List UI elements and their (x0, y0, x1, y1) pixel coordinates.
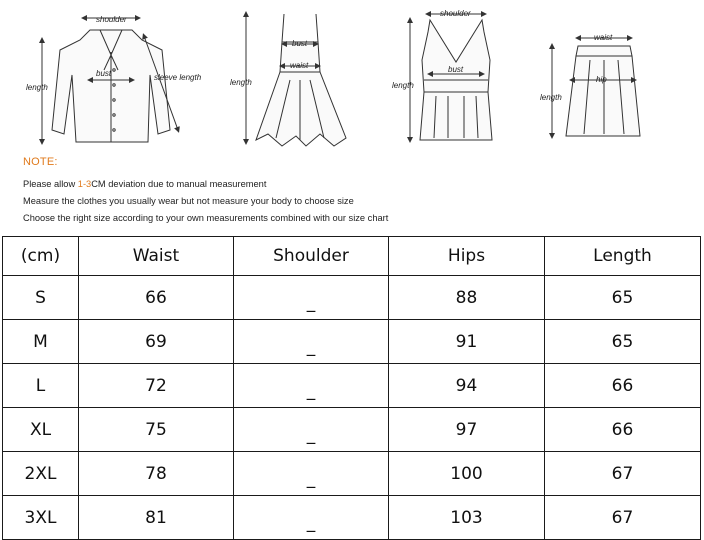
note-line-3: Choose the right size according to your own measurements combined with our size chart (23, 213, 389, 223)
size-cell: L (3, 364, 79, 408)
waist-cell: 81 (79, 496, 234, 540)
length-cell: 67 (545, 496, 701, 540)
header-hips: Hips (389, 237, 545, 276)
table-row (3, 452, 701, 496)
dress-sketch (246, 14, 346, 146)
shoulder-cell: _ (234, 496, 389, 540)
skirt-sketch (552, 38, 640, 136)
shirt-bust-label: bust (96, 69, 112, 78)
dress-length-label: length (230, 78, 252, 87)
waist-cell: 75 (79, 408, 234, 452)
size-cell: XL (3, 408, 79, 452)
header-waist: Waist (79, 237, 234, 276)
shoulder-cell: _ (234, 320, 389, 364)
tank-sketch (410, 14, 492, 140)
waist-cell: 78 (79, 452, 234, 496)
table-row (3, 496, 701, 540)
skirt-waist-label: waist (594, 33, 613, 42)
size-cell: M (3, 320, 79, 364)
shoulder-cell: _ (234, 364, 389, 408)
waist-cell: 72 (79, 364, 234, 408)
length-cell: 66 (545, 408, 701, 452)
garment-sketches (0, 0, 704, 156)
note-title: NOTE: (23, 156, 58, 168)
header-length: Length (545, 237, 701, 276)
shirt-shoulder-label: shoulder (96, 15, 127, 24)
skirt-hip-label: hip (596, 75, 607, 84)
hips-cell: 94 (389, 364, 545, 408)
length-cell: 65 (545, 276, 701, 320)
size-cell: 3XL (3, 496, 79, 540)
tank-length-label: length (392, 81, 414, 90)
waist-cell: 66 (79, 276, 234, 320)
hips-cell: 88 (389, 276, 545, 320)
table-row (3, 276, 701, 320)
length-cell: 65 (545, 320, 701, 364)
shoulder-cell: _ (234, 408, 389, 452)
hips-cell: 103 (389, 496, 545, 540)
table-row (3, 408, 701, 452)
measurement-guide (0, 0, 704, 236)
note-line-1-suffix: CM deviation due to manual measurement (91, 179, 267, 189)
shirt-sleeve-label: sleeve length (154, 73, 202, 82)
shirt-length-label: length (26, 83, 48, 92)
length-cell: 66 (545, 364, 701, 408)
tank-bust-label: bust (448, 65, 464, 74)
dress-bust-label: bust (292, 39, 308, 48)
shoulder-cell: _ (234, 452, 389, 496)
size-cell: 2XL (3, 452, 79, 496)
shoulder-cell: _ (234, 276, 389, 320)
waist-cell: 69 (79, 320, 234, 364)
table-row (3, 320, 701, 364)
size-chart-table (2, 236, 701, 540)
tank-shoulder-label: shoulder (440, 9, 471, 18)
note-line-1-prefix: Please allow (23, 179, 78, 189)
header-unit: (cm) (3, 237, 79, 276)
length-cell: 67 (545, 452, 701, 496)
header-shoulder: Shoulder (234, 237, 389, 276)
hips-cell: 97 (389, 408, 545, 452)
note-block (23, 156, 388, 227)
skirt-length-label: length (540, 93, 562, 102)
note-line-2: Measure the clothes you usually wear but not measure your body to choose size (23, 196, 354, 206)
note-line-1-highlight: 1-3 (77, 179, 92, 189)
table-row (3, 364, 701, 408)
table-header-row (3, 237, 701, 276)
hips-cell: 91 (389, 320, 545, 364)
hips-cell: 100 (389, 452, 545, 496)
note-line-1 (23, 176, 388, 193)
dress-waist-label: waist (290, 61, 309, 70)
size-cell: S (3, 276, 79, 320)
